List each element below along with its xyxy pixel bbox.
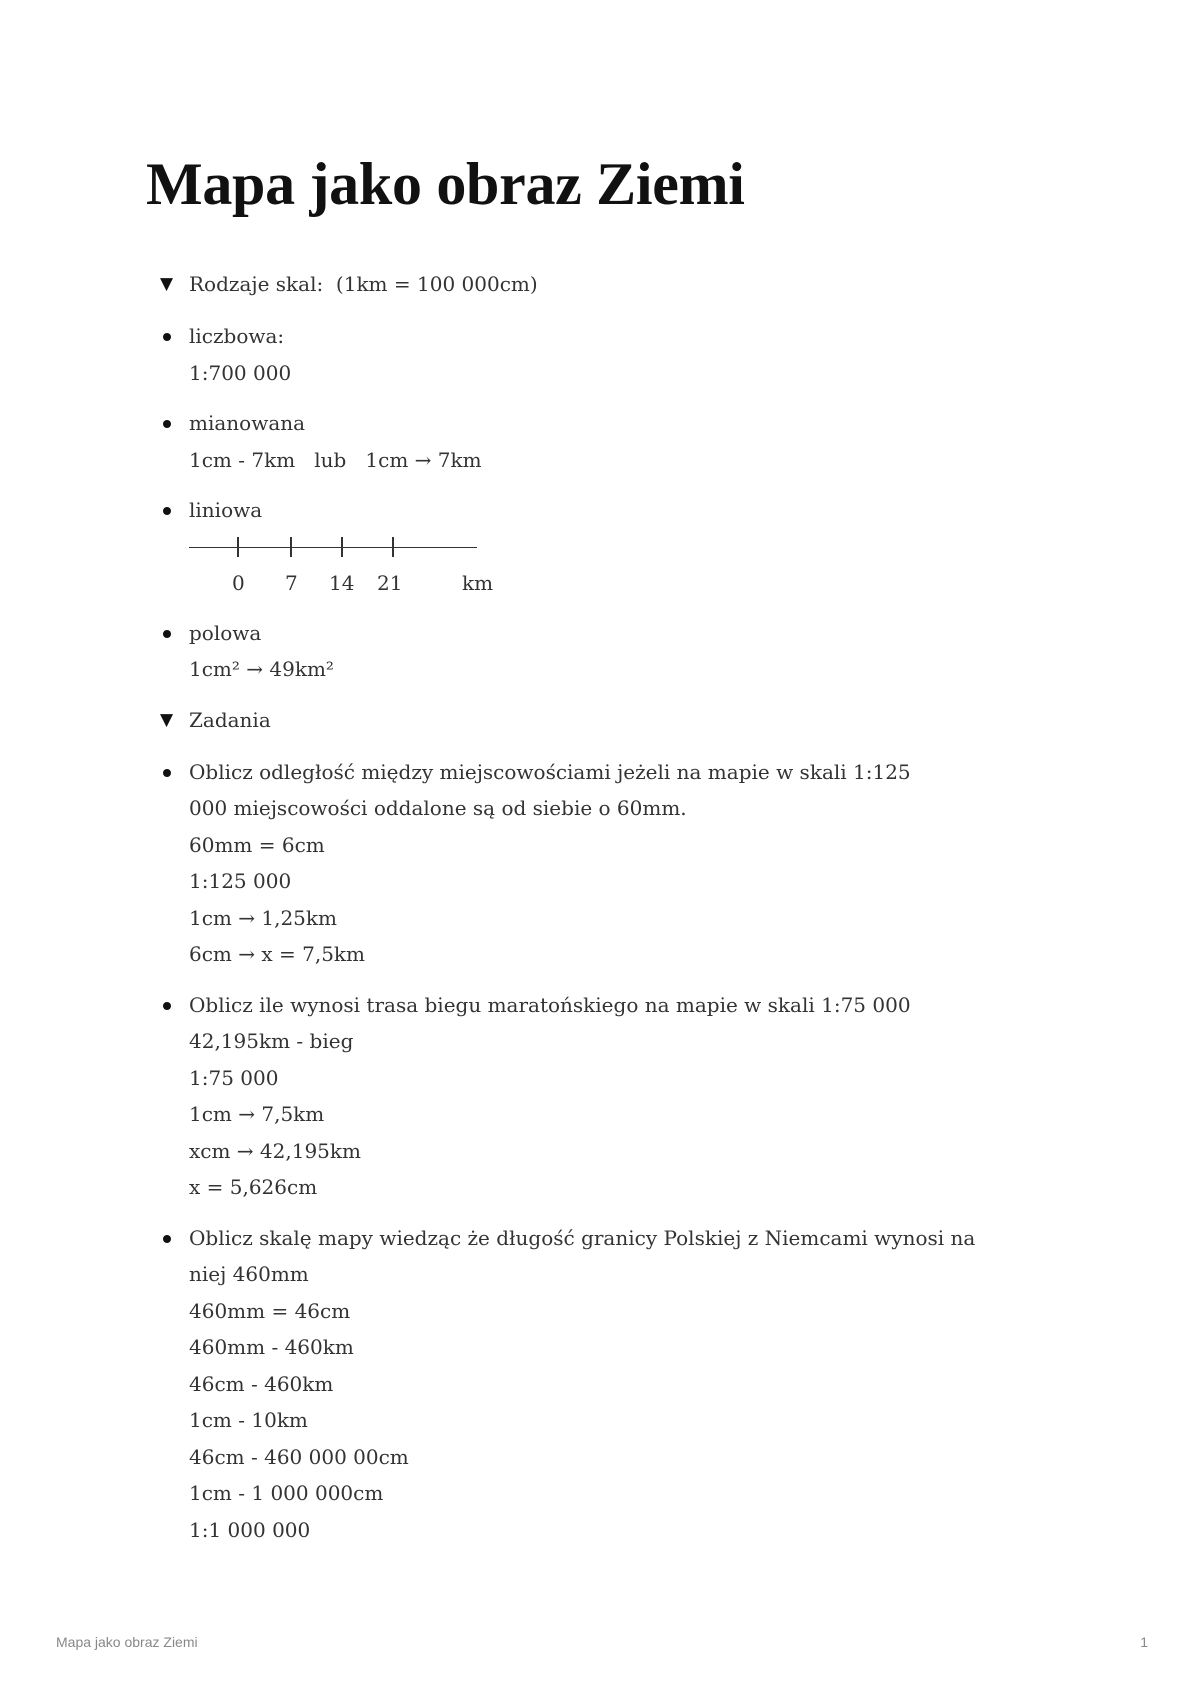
bullet-icon: [163, 507, 171, 515]
scale-label: km: [462, 570, 494, 595]
scale-line: [189, 547, 477, 549]
toggle-rodzaje-skal[interactable]: [160, 266, 1060, 302]
task-line: 6cm → x = 7,5km: [189, 942, 366, 966]
item-line: 1cm - 7km lub 1cm → 7km: [189, 447, 482, 472]
scale-label: 0: [232, 570, 245, 595]
task-question: Oblicz odległość między miejscowościami jeżeli na mapie w skali 1:125 000 miejscowości oddalone są od siebie o 60mm.: [189, 759, 911, 820]
task-line: 1:1 000 000: [189, 1517, 311, 1542]
scale-label: 14: [329, 570, 355, 595]
task-line: 46cm - 460 000 00cm: [189, 1444, 409, 1469]
toggle-label: Zadania: [189, 707, 271, 732]
list-item-liniowa: [160, 492, 1060, 601]
item-heading: liczbowa:: [189, 324, 285, 348]
footer-document-title: Mapa jako obraz Ziemi: [56, 1634, 198, 1650]
task-question: Oblicz ile wynosi trasa biegu maratońskiego na mapie w skali 1:75 000: [189, 992, 911, 1017]
task-line: x = 5,626cm: [189, 1175, 318, 1199]
scale-label: 21: [377, 570, 403, 595]
footer-page-number: 1: [1140, 1634, 1148, 1650]
list-item-liczbowa: [160, 318, 1060, 391]
scale-tick: [237, 537, 239, 557]
item-line: 1:700 000: [189, 360, 292, 385]
linear-scale-bar: [189, 529, 1060, 565]
item-heading: polowa: [189, 620, 262, 645]
task-line: 1cm → 1,25km: [189, 905, 337, 930]
scale-tick: [290, 537, 292, 557]
bullet-icon: [163, 769, 171, 777]
page-title: Mapa jako obraz Ziemi: [146, 151, 745, 217]
bullet-icon: [163, 420, 171, 428]
document-content: [160, 266, 1060, 1562]
task-line: xcm → 42,195km: [189, 1138, 361, 1163]
list-item-mianowana: [160, 405, 1060, 478]
triangle-down-icon[interactable]: ▼: [160, 274, 174, 294]
toggle-label: Rodzaje skal: (1km = 100 000cm): [189, 272, 538, 296]
bullet-icon: [163, 1235, 171, 1243]
bullet-icon: [163, 333, 171, 341]
task-question: Oblicz skalę mapy wiedząc że długość granicy Polskiej z Niemcami wynosi na niej 460mm: [189, 1225, 976, 1286]
list-item-task-3: [160, 1220, 1060, 1549]
item-line: 1cm² → 49km²: [189, 657, 334, 681]
scale-tick: [392, 537, 394, 557]
task-line: 1cm → 7,5km: [189, 1102, 325, 1126]
bullet-icon: [163, 1002, 171, 1010]
task-line: 1cm - 1 000 000cm: [189, 1481, 384, 1505]
list-item-polowa: [160, 615, 1060, 688]
task-line: 460mm - 460km: [189, 1335, 354, 1359]
task-line: 1cm - 10km: [189, 1408, 308, 1432]
task-line: 60mm = 6cm: [189, 832, 325, 857]
scale-tick: [341, 537, 343, 557]
triangle-down-icon[interactable]: ▼: [160, 709, 174, 730]
toggle-zadania[interactable]: [160, 702, 1060, 738]
item-heading: mianowana: [189, 411, 306, 435]
bullet-icon: [163, 630, 171, 638]
scale-label: 7: [285, 570, 298, 595]
scale-labels: [189, 565, 1060, 601]
list-item-task-1: [160, 754, 1060, 973]
task-line: 46cm - 460km: [189, 1371, 334, 1396]
task-line: 460mm = 46cm: [189, 1298, 351, 1323]
item-heading: liniowa: [189, 498, 263, 522]
task-line: 1:125 000: [189, 869, 292, 893]
list-item-task-2: [160, 987, 1060, 1206]
task-line: 1:75 000: [189, 1065, 279, 1090]
task-line: 42,195km - bieg: [189, 1029, 354, 1053]
